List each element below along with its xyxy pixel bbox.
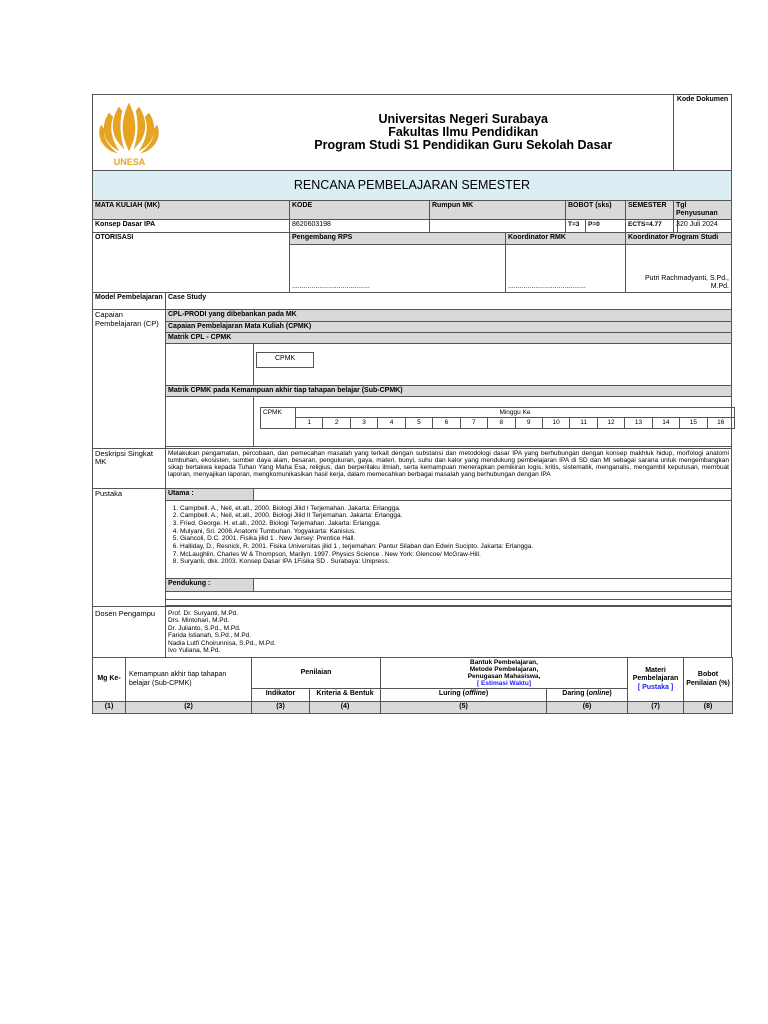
bantuk-line-1: Bantuk Pembelajaran, <box>470 658 538 666</box>
cpl-prodi-header: CPL-PRODI yang dibebankan pada MK <box>166 310 732 321</box>
dosen-name: Dr. Julianto, S.Pd., M.Pd. <box>168 624 241 632</box>
daring-label: Daring ( <box>562 690 589 698</box>
week-cell: 8 <box>488 418 515 428</box>
dots-2: ........................................ <box>508 283 586 291</box>
col-number: (5) <box>381 702 547 714</box>
rumpun-label: Rumpun MK <box>430 201 566 220</box>
minggu-table <box>260 407 735 429</box>
pustaka-list <box>168 505 729 566</box>
luring-italic: offline <box>464 690 486 698</box>
dosen-name: Prof. Dr. Suryanti, M.Pd. <box>168 609 239 617</box>
pendukung-blank <box>254 578 732 591</box>
week-cell: 14 <box>652 418 679 428</box>
schedule-header-table <box>92 657 733 715</box>
week-cell: 5 <box>405 418 432 428</box>
koordinator-rmk-label: Koordinator RMK <box>506 233 626 245</box>
model-label: Model Pembelajaran <box>93 293 166 310</box>
pustaka-item: 7. McLaughlin, Charles W & Thompson, Marilyn. 1997. Physics Science . New York: Glencoe/ McGraw-Hill. <box>180 551 729 559</box>
col-number: (7) <box>628 702 684 714</box>
week-cell: 16 <box>707 418 734 428</box>
week-cell: 13 <box>625 418 652 428</box>
pustaka-item: 3. Fried. George. H. et.all., 2002. Biologi Terjemahan. Jakarta: Erlangga. <box>180 520 729 528</box>
luring-header <box>381 689 547 702</box>
sks-t: T=3 <box>566 220 586 233</box>
course-semester: 3 <box>674 220 678 233</box>
cpmk-header: Capaian Pembelajaran Mata Kuliah (CPMK) <box>166 321 732 332</box>
cpmk-box: CPMK <box>256 352 314 368</box>
minggu-ke-label: Minggu Ke <box>296 407 735 417</box>
weeks-row <box>261 418 735 428</box>
rps-document <box>92 94 732 714</box>
week-cell: 9 <box>515 418 542 428</box>
week-cell: 3 <box>350 418 377 428</box>
indikator-header: Indikator <box>252 689 310 702</box>
week-cell: 6 <box>433 418 460 428</box>
rps-table <box>92 94 732 658</box>
pustaka-item: 2. Campbell. A., Neil, et.all., 2000. Biologi Jilid II Terjemahan. Jakarta: Erlangga. <box>180 512 729 520</box>
matrik-cpl-body <box>254 343 732 385</box>
bantuk-line-2: Metode Pembelajaran, <box>469 665 539 673</box>
koordinator-rmk-signature <box>506 245 626 293</box>
week-cell: 15 <box>680 418 707 428</box>
dosen-name: Nadia Lutfi Choirunnisa, S.Pd., M.Pd. <box>168 639 276 647</box>
pendukung-row <box>166 591 732 599</box>
week-cell: 4 <box>378 418 405 428</box>
materi-header <box>628 657 684 702</box>
col-number: (8) <box>684 702 733 714</box>
pustaka-item: 5. Giancoli, D.C. 2001. Fisika jilid 1 . New Jersey: Prentice Hall. <box>180 535 729 543</box>
matrik-sub-blank <box>166 396 254 446</box>
materi-label: Materi Pembelajaran <box>632 667 679 683</box>
bantuk-header <box>381 657 628 689</box>
doc-code-label: Kode Dokumen <box>676 96 729 103</box>
semester-label: SEMESTER <box>626 201 674 220</box>
pustaka-tag: [ Pustaka ] <box>637 683 674 691</box>
kaprodi-name: Putri Rachmadyanti, S.Pd., M.Pd. <box>644 275 729 291</box>
course-name: Konsep Dasar IPA <box>93 220 290 233</box>
col-number: (3) <box>252 702 310 714</box>
daring-header <box>547 689 628 702</box>
dosen-name: Drs. Mintohari, M.Pd. <box>168 617 230 625</box>
col-number: (6) <box>547 702 628 714</box>
mk-label: MATA KULIAH (MK) <box>93 201 290 220</box>
kode-label: KODE <box>290 201 430 220</box>
utama-label: Utama : <box>166 488 254 500</box>
bantuk-line-3: Penugasan Mahasiswa, <box>467 673 541 680</box>
unesa-logo-icon <box>93 95 166 169</box>
matrik-sub-header: Matrik CPMK pada Kemampuan akhir tiap tahapan belajar (Sub-CPMK) <box>166 385 732 396</box>
tgl-label: Tgl Penyusunan <box>674 201 732 220</box>
course-code: 8620603198 <box>290 220 430 233</box>
week-cell: 7 <box>460 418 487 428</box>
dosen-label: Dosen Pengampu <box>93 606 166 657</box>
utama-blank <box>254 488 732 500</box>
pustaka-item: 8. Suryanti, dkk. 2003. Konsep Dasar IPA 1Fisika SD . Surabaya: Unipress. <box>180 558 729 566</box>
week-cell: 11 <box>570 418 597 428</box>
kaprodi-signature <box>626 245 732 293</box>
otorisasi-label: OTORISASI <box>93 233 290 293</box>
col-number: (1) <box>93 702 126 714</box>
dots-1: ........................................ <box>292 283 370 291</box>
bobot-label: BOBOT (sks) <box>566 201 626 220</box>
dosen-name: Ivo Yuliana, M.Pd. <box>168 647 221 655</box>
matrik-sub-body <box>254 396 732 446</box>
col-number: (4) <box>310 702 381 714</box>
week-cell: 12 <box>597 418 624 428</box>
sks-p: P=0 <box>586 220 626 233</box>
mg-ke-header: Mg Ke- <box>93 657 126 702</box>
deskripsi-text: Melakukan pengamatan, percobaan, dan pemecahan masalah yang terkait dengan substansi dan metodologi dasar IPA yang berhubungan dengan konsep makhluk hidup, morfologi anatomi tumbuhan, ekosisten, sumber daya alam, besaran, pengukuran, gaya, materi, bunyi, suhu dan kalor yang mendukung pembelajaran IPA di SD dan MI sebagai sarana untuk mengembangkan sikap bertakwa kepada Tuhan Yang Maha Esa, religius, dan berperilaku ilmiah, serta kemampuan menerapkan pemikiran logis, kritis, sistematik, menganalis, mengambil keputusan, membuat laporan, menyajikan laporan, mengkomunikasikan hasil kerja, dalam memecahkan berbagai masalah yang berhubungan dengan IPA <box>166 448 732 488</box>
penilaian-header: Penilaian <box>252 657 381 689</box>
matrik-cpl-header: Matrik CPL - CPMK <box>166 332 732 343</box>
estimasi-label: [ Estimasi Waktu] <box>477 680 531 688</box>
sks-ects: ECTS=4.77 <box>626 220 674 233</box>
deskripsi-label: Deskripsi Singkat MK <box>93 448 166 488</box>
bobot-header: Bobot Penilaian (%) <box>684 657 733 702</box>
minggu-cpmk-label: CPMK <box>261 407 296 428</box>
pustaka-item: 4. Mulyani, Sri. 2006.Anatomi Tumbuhan. Yogyakarta: Kanisius. <box>180 528 729 536</box>
program-name: Program Studi S1 Pendidikan Guru Sekolah Dasar <box>314 138 613 153</box>
pendukung-label: Pendukung : <box>166 578 254 591</box>
luring-label: Luring ( <box>438 690 465 698</box>
pengembang-label: Pengembang RPS <box>290 233 506 245</box>
matrik-cpl-blank <box>166 343 254 385</box>
pustaka-label: Pustaka <box>93 488 166 606</box>
pustaka-item: 6. Halliday, D., Resnick, R. 2001. Fisika Universitas jilid 1 , terjemahan: Pantur Silaban dan Edwin Sucipto. Jakarta: Erlangga. <box>180 543 729 551</box>
dosen-list <box>166 606 732 657</box>
daring-close: ) <box>609 690 612 698</box>
university-header <box>254 95 674 171</box>
logo-text: UNESA <box>113 157 146 167</box>
model-value: Case Study <box>166 293 732 310</box>
logo-cell <box>93 95 254 171</box>
dosen-name: Farida Istianah, S.Pd., M.Pd. <box>168 632 252 640</box>
daring-italic: online <box>588 690 610 698</box>
cp-label: Capaian Pembelajaran (CP) <box>93 310 166 448</box>
week-cell: 1 <box>296 418 323 428</box>
week-cell: 2 <box>323 418 350 428</box>
luring-close: ) <box>485 690 489 698</box>
kriteria-header: Kriteria & Bentuk <box>310 689 381 702</box>
col-number: (2) <box>126 702 252 714</box>
week-cell: 10 <box>542 418 569 428</box>
kemampuan-header: Kemampuan akhir tiap tahapan belajar (Sub-CPMK) <box>126 657 252 702</box>
course-date: 20 Juli 2024 <box>678 220 732 233</box>
doc-code-cell <box>674 95 732 171</box>
pengembang-signature <box>290 245 506 293</box>
unesa-logo <box>93 95 166 169</box>
column-number-row <box>93 702 733 714</box>
pustaka-list-cell <box>166 500 732 578</box>
rps-title: RENCANA PEMBELAJARAN SEMESTER <box>93 171 732 201</box>
course-rumpun <box>430 220 566 233</box>
university-name: Universitas Negeri Surabaya <box>378 111 549 126</box>
faculty-name: Fakultas Ilmu Pendidikan <box>388 124 539 139</box>
pustaka-item: 1. Campbell. A., Neil, et.all., 2000. Biologi Jilid I Terjemahan. Jakarta: Erlangga. <box>180 505 729 513</box>
koordinator-prodi-label: Koordinator Program Studi <box>626 233 732 245</box>
